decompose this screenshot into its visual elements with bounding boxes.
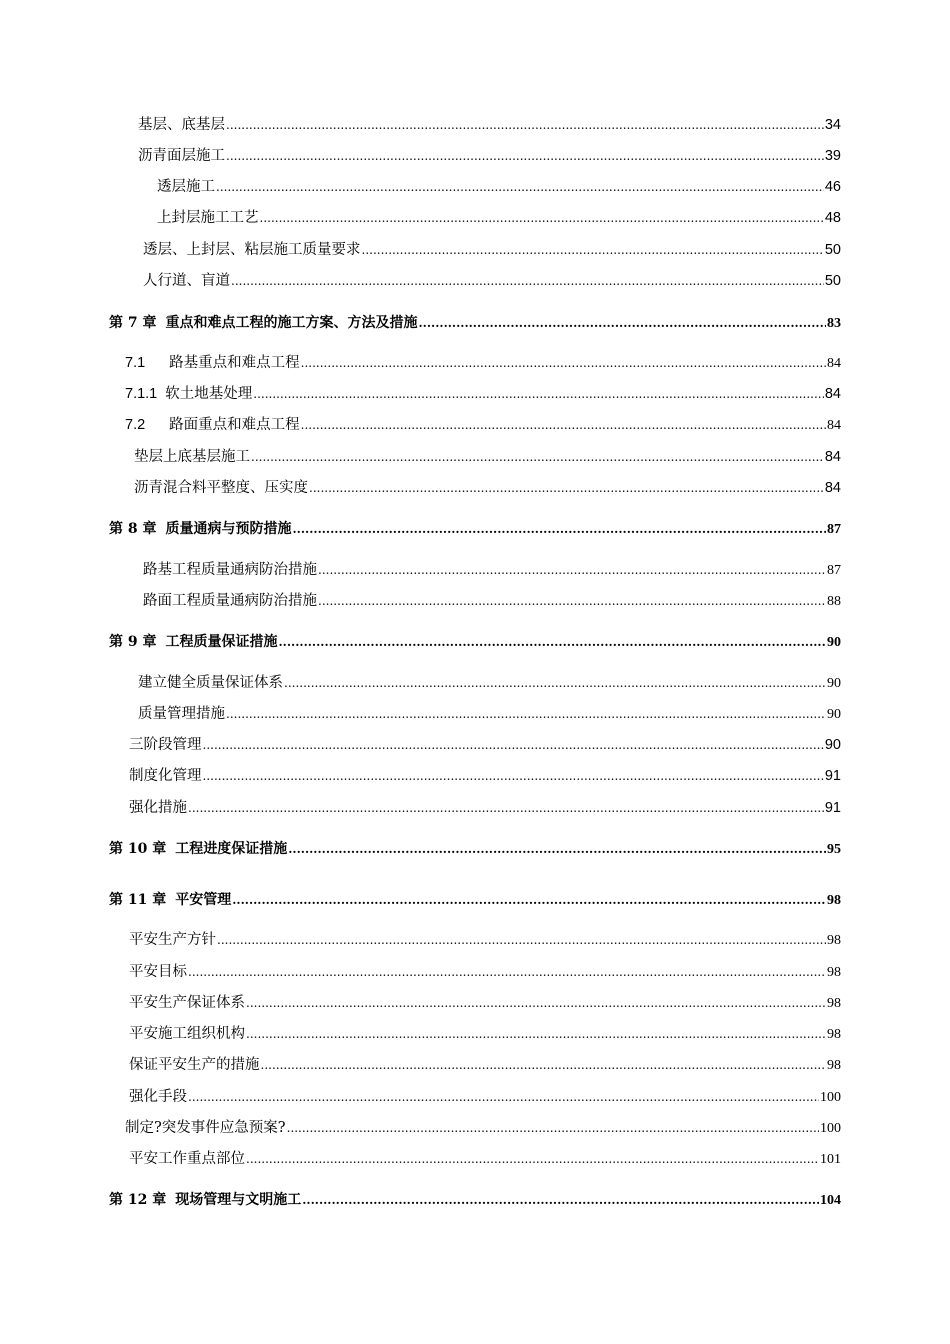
toc-entry-page: 100 bbox=[820, 1090, 841, 1105]
dot-leader bbox=[287, 1118, 819, 1138]
chapter-page: 98 bbox=[827, 893, 841, 908]
toc-entry-page: 91 bbox=[824, 768, 841, 784]
dot-leader bbox=[318, 591, 826, 611]
dot-leader bbox=[419, 313, 827, 333]
toc-entry[interactable] bbox=[129, 1055, 841, 1076]
toc-entry-title: 三阶段管理 bbox=[129, 737, 202, 753]
chapter-prefix: 第 9 章 bbox=[109, 634, 157, 650]
dot-leader bbox=[226, 146, 824, 166]
dot-leader bbox=[188, 962, 826, 982]
toc-entry-title: 路基工程质量通病防治措施 bbox=[143, 562, 317, 578]
toc-entry-title: 沥青混合料平整度、压实度 bbox=[134, 480, 308, 496]
dot-leader bbox=[232, 890, 826, 910]
toc-entry-page: 98 bbox=[827, 1027, 841, 1042]
toc-entry-title: 垫层上底基层施工 bbox=[134, 449, 250, 465]
dot-leader bbox=[253, 384, 824, 404]
dot-leader bbox=[226, 115, 824, 135]
dot-leader bbox=[203, 735, 824, 755]
toc-entry-title: 质量管理措施 bbox=[138, 706, 225, 722]
toc-entry[interactable] bbox=[138, 115, 841, 135]
toc-entry-page: 98 bbox=[827, 933, 841, 948]
toc-entry-title: 路基重点和难点工程 bbox=[169, 355, 300, 371]
chapter-prefix: 第 7 章 bbox=[109, 315, 157, 331]
dot-leader bbox=[188, 1087, 819, 1107]
toc-entry-title: 平安生产方针 bbox=[129, 932, 216, 948]
chapter-title: 平安管理 bbox=[175, 892, 232, 908]
toc-entry-title: 强化措施 bbox=[129, 800, 187, 816]
toc-entry-page: 84 bbox=[824, 480, 841, 496]
toc-chapter[interactable] bbox=[109, 519, 841, 540]
toc-entry-title: 制定?突发事件应急预案? bbox=[125, 1120, 286, 1136]
dot-leader bbox=[261, 1055, 827, 1075]
chapter-page: 104 bbox=[820, 1193, 841, 1208]
toc-entry[interactable] bbox=[143, 240, 841, 260]
dot-leader bbox=[246, 1149, 819, 1169]
dot-leader bbox=[279, 632, 827, 652]
toc-entry-title: 透层、上封层、粘层施工质量要求 bbox=[143, 242, 361, 258]
toc-entry-title: 强化手段 bbox=[129, 1089, 187, 1105]
toc-entry-title: 软土地基处理 bbox=[165, 386, 253, 402]
dot-leader bbox=[301, 415, 826, 435]
section-number: 7.2 bbox=[125, 417, 146, 433]
chapter-page: 90 bbox=[827, 635, 841, 650]
chapter-page: 87 bbox=[827, 522, 841, 537]
toc-entry[interactable] bbox=[129, 798, 841, 818]
dot-leader bbox=[318, 560, 826, 580]
toc-entry-page: 98 bbox=[827, 965, 841, 980]
toc-entry-title: 透层施工 bbox=[157, 179, 215, 195]
toc-entry-page: 101 bbox=[820, 1152, 841, 1167]
dot-leader bbox=[217, 930, 826, 950]
toc-entry-page: 98 bbox=[827, 996, 841, 1011]
dot-leader bbox=[246, 1024, 826, 1044]
toc-entry[interactable] bbox=[129, 993, 841, 1014]
dot-leader bbox=[309, 478, 824, 498]
toc-entry[interactable] bbox=[134, 447, 841, 467]
toc-entry-title: 人行道、盲道 bbox=[143, 273, 230, 289]
dot-leader bbox=[251, 447, 824, 467]
toc-entry[interactable] bbox=[125, 353, 841, 374]
toc-entry[interactable] bbox=[157, 208, 841, 228]
toc-entry-page: 39 bbox=[824, 148, 841, 164]
toc-entry[interactable] bbox=[143, 271, 841, 291]
toc-chapter[interactable] bbox=[109, 1190, 841, 1211]
chapter-page: 83 bbox=[827, 316, 841, 331]
toc-entry[interactable] bbox=[129, 1087, 841, 1108]
toc-entry[interactable] bbox=[157, 177, 841, 197]
toc-entry-page: 90 bbox=[824, 737, 841, 753]
toc-entry-title: 平安生产保证体系 bbox=[129, 995, 245, 1011]
dot-leader bbox=[203, 766, 824, 786]
toc-entry[interactable] bbox=[129, 1024, 841, 1045]
toc-entry[interactable] bbox=[138, 673, 841, 694]
toc-entry-title: 平安目标 bbox=[129, 964, 187, 980]
toc-entry-page: 50 bbox=[824, 273, 841, 289]
toc-entry[interactable] bbox=[125, 1118, 841, 1139]
toc-entry-title: 路面工程质量通病防治措施 bbox=[143, 593, 317, 609]
toc-entry[interactable] bbox=[143, 591, 841, 612]
toc-chapter[interactable] bbox=[109, 632, 841, 653]
toc-entry-title: 沥青面层施工 bbox=[138, 148, 225, 164]
toc-entry-title: 制度化管理 bbox=[129, 768, 202, 784]
dot-leader bbox=[302, 1190, 819, 1210]
toc-entry-page: 87 bbox=[827, 563, 841, 578]
toc-entry-title: 保证平安生产的措施 bbox=[129, 1057, 260, 1073]
chapter-title: 现场管理与文明施工 bbox=[175, 1192, 302, 1208]
toc-entry[interactable] bbox=[143, 560, 841, 581]
toc-entry-page: 90 bbox=[827, 676, 841, 691]
chapter-prefix: 第 10 章 bbox=[109, 841, 167, 857]
toc-entry-title: 上封层施工工艺 bbox=[157, 210, 259, 226]
toc-entry[interactable] bbox=[138, 704, 841, 725]
dot-leader bbox=[260, 208, 824, 228]
dot-leader bbox=[226, 704, 826, 724]
toc-entry-title: 基层、底基层 bbox=[138, 117, 225, 133]
toc-entry[interactable] bbox=[125, 415, 841, 436]
toc-entry-page: 48 bbox=[824, 210, 841, 226]
section-number: 7.1.1 bbox=[125, 386, 158, 402]
toc-entry[interactable] bbox=[129, 930, 841, 951]
toc-entry-page: 98 bbox=[827, 1058, 841, 1073]
toc-entry-page: 84 bbox=[824, 386, 841, 402]
toc-entry-page: 50 bbox=[824, 242, 841, 258]
toc-entry[interactable] bbox=[129, 766, 841, 786]
dot-leader bbox=[362, 240, 824, 260]
toc-chapter[interactable] bbox=[109, 890, 841, 911]
toc-entry-title: 建立健全质量保证体系 bbox=[138, 675, 283, 691]
dot-leader bbox=[288, 839, 826, 859]
toc-entry-page: 90 bbox=[827, 707, 841, 722]
chapter-title: 工程质量保证措施 bbox=[165, 634, 278, 650]
toc-entry-page: 46 bbox=[824, 179, 841, 195]
toc-entry-page: 88 bbox=[827, 594, 841, 609]
toc-entry[interactable] bbox=[129, 1149, 841, 1170]
dot-leader bbox=[231, 271, 824, 291]
chapter-title: 工程进度保证措施 bbox=[175, 841, 288, 857]
toc-entry-page: 84 bbox=[824, 449, 841, 465]
toc-entry-page: 100 bbox=[820, 1121, 841, 1136]
toc-entry-page: 91 bbox=[824, 800, 841, 816]
toc-chapter[interactable] bbox=[109, 839, 841, 860]
toc-entry[interactable] bbox=[138, 146, 841, 166]
dot-leader bbox=[216, 177, 824, 197]
toc-entry-title: 平安施工组织机构 bbox=[129, 1026, 245, 1042]
chapter-prefix: 第 11 章 bbox=[109, 892, 167, 908]
chapter-prefix: 第 8 章 bbox=[109, 521, 157, 537]
dot-leader bbox=[293, 519, 827, 539]
chapter-title: 重点和难点工程的施工方案、方法及措施 bbox=[165, 315, 418, 331]
toc-entry-title: 平安工作重点部位 bbox=[129, 1151, 245, 1167]
toc-entry[interactable] bbox=[125, 384, 841, 404]
toc-entry[interactable] bbox=[129, 735, 841, 755]
chapter-title: 质量通病与预防措施 bbox=[165, 521, 292, 537]
chapter-page: 95 bbox=[827, 842, 841, 857]
dot-leader bbox=[284, 673, 826, 693]
toc-chapter[interactable] bbox=[109, 313, 841, 334]
dot-leader bbox=[301, 353, 826, 373]
toc-entry-page: 34 bbox=[824, 117, 841, 133]
chapter-prefix: 第 12 章 bbox=[109, 1192, 167, 1208]
section-number: 7.1 bbox=[125, 355, 146, 371]
toc-entry-page: 84 bbox=[827, 418, 841, 433]
toc-entry[interactable] bbox=[134, 478, 841, 498]
dot-leader bbox=[188, 798, 824, 818]
dot-leader bbox=[246, 993, 826, 1013]
toc-entry[interactable] bbox=[129, 962, 841, 983]
toc-entry-page: 84 bbox=[827, 356, 841, 371]
toc-entry-title: 路面重点和难点工程 bbox=[169, 417, 300, 433]
